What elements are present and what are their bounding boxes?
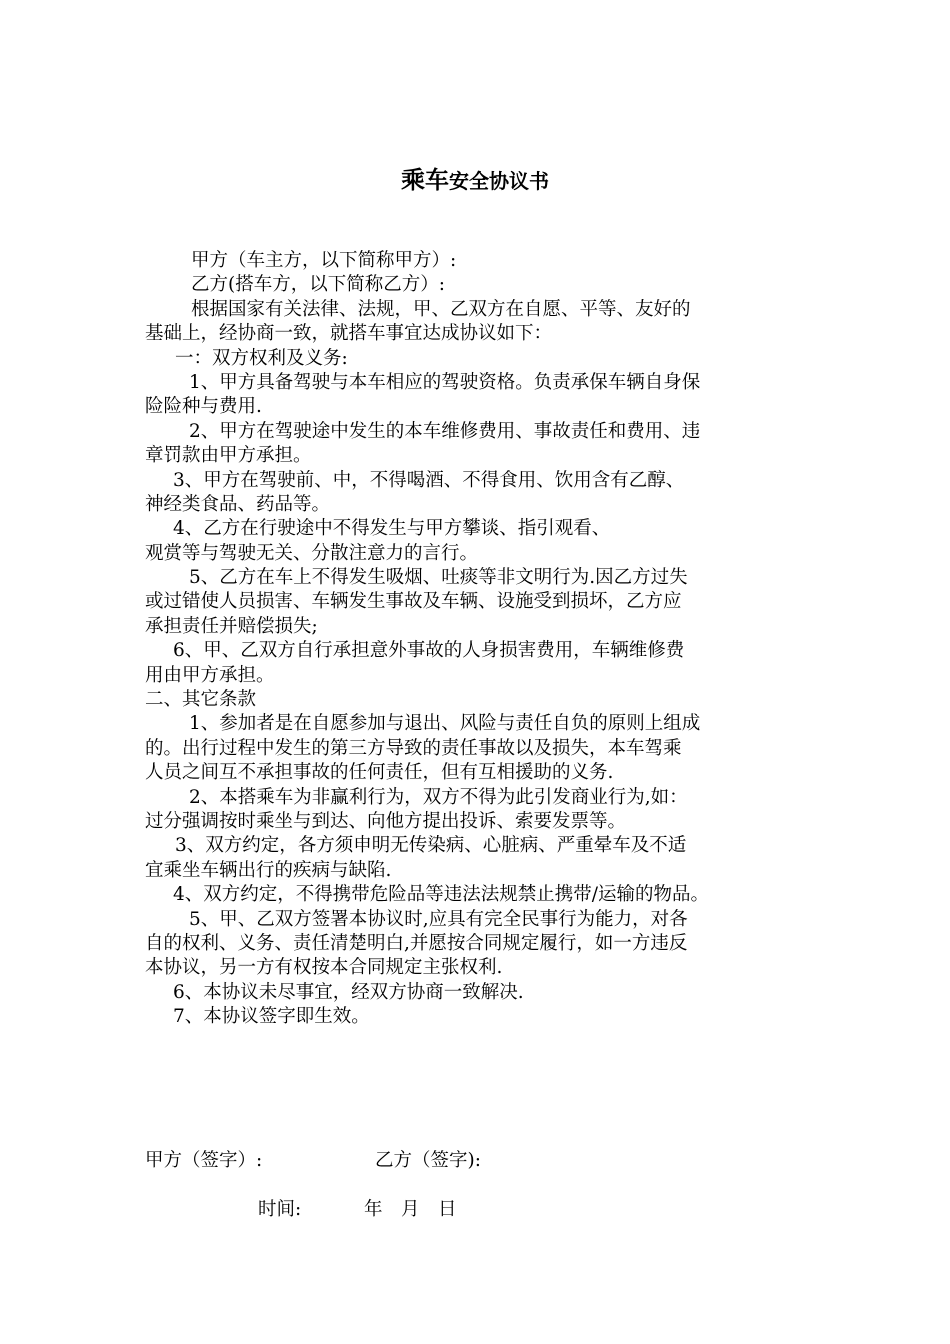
paragraph-line: 1、参加者是在自愿参加与退出、风险与责任自负的原则上组成 — [189, 713, 701, 735]
date-placeholder: 年 月 日 — [364, 1199, 457, 1220]
agreement-body — [145, 249, 807, 1030]
paragraph-line: 观赏等与驾驶无关、分散注意力的言行。 — [145, 542, 479, 564]
paragraph-line: 甲方（车主方，以下简称甲方）: — [191, 250, 457, 271]
paragraph-line: 用由甲方承担。 — [145, 664, 275, 686]
paragraph-line: 6、甲、乙双方自行承担意外事故的人身损害费用，车辆维修费 — [173, 640, 685, 662]
paragraph-line: 人员之间互不承担事故的任何责任，但有互相援助的义务. — [145, 762, 614, 784]
paragraph-line: 二、其它条款 — [145, 689, 257, 711]
paragraph-line: 6、本协议未尽事宜，经双方协商一致解决. — [173, 981, 524, 1003]
paragraph-line: 4、双方约定，不得携带危险品等违法法规禁止携带/运输的物品。 — [173, 884, 710, 906]
title-part-1: 乘车 — [401, 166, 449, 194]
party-b-signature-label: 乙方（签字): — [375, 1150, 481, 1171]
paragraph-line: 根据国家有关法律、法规，甲、乙双方在自愿、平等、友好的 — [191, 298, 691, 320]
paragraph-line: 4、乙方在行驶途中不得发生与甲方攀谈、指引观看、 — [173, 518, 611, 540]
paragraph-line: 1、甲方具备驾驶与本车相应的驾驶资格。负责承保车辆自身保 — [189, 371, 701, 393]
paragraph-line: 7、本协议签字即生效。 — [173, 1006, 370, 1028]
paragraph-line: 承担责任并赔偿损失; — [145, 615, 318, 637]
paragraph-line: 自的权利、义务、责任清楚明白,并愿按合同规定履行，如一方违反 — [145, 932, 688, 954]
paragraph-line: 或过错使人员损害、车辆发生事故及车辆、设施受到损坏，乙方应 — [145, 591, 682, 613]
paragraph-line: 5、甲、乙双方签署本协议时,应具有完全民事行为能力，对各 — [189, 908, 688, 930]
document-title — [0, 160, 950, 195]
paragraph-line: 2、本搭乘车为非赢利行为，双方不得为此引发商业行为,如： — [189, 786, 688, 808]
party-a-signature-label: 甲方（签字）: — [145, 1150, 263, 1171]
paragraph-line: 乙方(搭车方，以下简称乙方）: — [191, 274, 445, 296]
paragraph-line: 神经类食品、药品等。 — [145, 493, 331, 515]
paragraph-line: 的。出行过程中发生的第三方导致的责任事故以及损失，本车驾乘 — [145, 737, 682, 759]
paragraph-line: 一：双方权利及义务: — [175, 347, 348, 369]
paragraph-line: 本协议，另一方有权按本合同规定主张权利. — [145, 957, 503, 979]
paragraph-line: 宜乘坐车辆出行的疾病与缺陷. — [145, 859, 392, 881]
paragraph-line: 2、甲方在驾驶途中发生的本车维修费用、事故责任和费用、违 — [189, 420, 701, 442]
paragraph-line: 险险种与费用. — [145, 396, 262, 418]
paragraph-line: 基础上，经协商一致，就搭车事宜达成协议如下： — [145, 323, 553, 345]
paragraph-line: 章罚款由甲方承担。 — [145, 445, 312, 467]
paragraph-line: 5、乙方在车上不得发生吸烟、吐痰等非文明行为.因乙方过失 — [189, 567, 688, 589]
time-label: 时间: — [258, 1199, 302, 1220]
paragraph-line: 3、甲方在驾驶前、中，不得喝酒、不得食用、饮用含有乙醇、 — [173, 469, 685, 491]
title-part-2: 安全协议书 — [449, 169, 549, 193]
paragraph-line: 过分强调按时乘坐与到达、向他方提出投诉、索要发票等。 — [145, 810, 627, 832]
paragraph-line: 3、双方约定，各方须申明无传染病、心脏病、严重晕车及不适 — [175, 835, 687, 857]
